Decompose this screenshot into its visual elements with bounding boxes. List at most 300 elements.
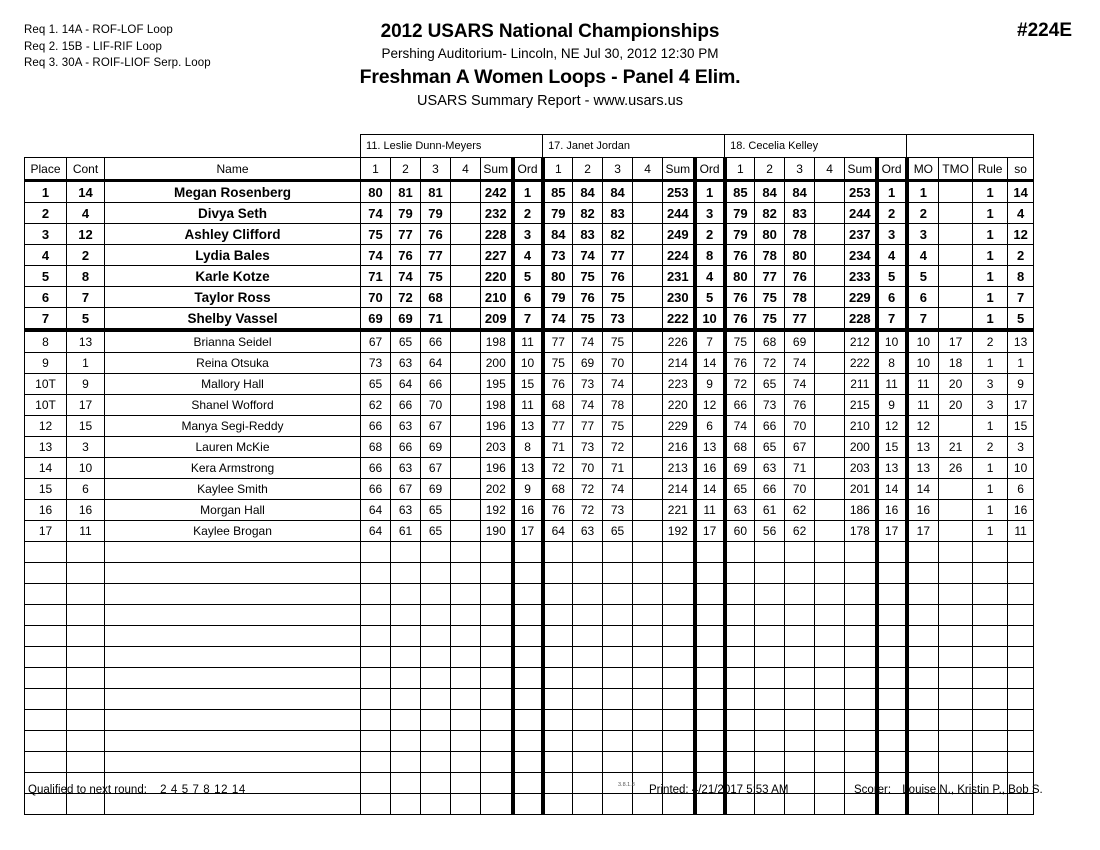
cell-empty [25, 731, 67, 752]
cell-empty [973, 752, 1008, 773]
cell-empty [939, 584, 973, 605]
cell-j1-1: 65 [361, 374, 391, 395]
requirement-1: Req 1. 14A - ROF-LOF Loop [24, 24, 173, 36]
cell-j2-2: 69 [573, 353, 603, 374]
cell-empty [25, 710, 67, 731]
cell-j3-sum: 212 [845, 330, 877, 353]
cell-empty [845, 605, 877, 626]
cell-j3-ord: 14 [877, 479, 907, 500]
cell-empty [695, 689, 725, 710]
cell-j3-4 [815, 203, 845, 224]
cell-j2-4 [633, 245, 663, 266]
cell-empty [361, 731, 391, 752]
cell-empty [105, 605, 361, 626]
cell-name: Kaylee Brogan [105, 521, 361, 542]
cell-mo: 7 [907, 308, 939, 331]
cell-j2-3: 71 [603, 458, 633, 479]
cell-j3-1: 76 [725, 245, 755, 266]
cell-j1-ord: 13 [513, 416, 543, 437]
cell-j3-4 [815, 395, 845, 416]
cell-empty [663, 584, 695, 605]
cell-j3-sum: 215 [845, 395, 877, 416]
cell-j2-3: 74 [603, 479, 633, 500]
cell-empty [421, 647, 451, 668]
table-row-empty [25, 542, 1034, 563]
cell-j1-sum: 190 [481, 521, 513, 542]
qualified-footer [28, 784, 246, 796]
cell-j2-ord: 3 [695, 203, 725, 224]
cell-place: 14 [25, 458, 67, 479]
cell-rule: 2 [973, 330, 1008, 353]
cell-j1-sum: 242 [481, 181, 513, 203]
cell-empty [939, 563, 973, 584]
cell-j2-ord: 6 [695, 416, 725, 437]
cell-j3-sum: 200 [845, 437, 877, 458]
cell-empty [845, 668, 877, 689]
cell-j1-ord: 5 [513, 266, 543, 287]
cell-empty [973, 563, 1008, 584]
cell-j3-4 [815, 458, 845, 479]
cell-empty [25, 542, 67, 563]
cell-mo: 13 [907, 458, 939, 479]
cell-j1-3: 69 [421, 479, 451, 500]
cell-j1-2: 66 [391, 437, 421, 458]
header-j2-run1: 1 [543, 158, 573, 181]
cell-cont: 9 [67, 374, 105, 395]
cell-j1-2: 63 [391, 458, 421, 479]
cell-j1-sum: 220 [481, 266, 513, 287]
cell-j3-1: 74 [725, 416, 755, 437]
cell-mo: 10 [907, 330, 939, 353]
cell-j3-1: 69 [725, 458, 755, 479]
cell-j1-4 [451, 458, 481, 479]
cell-j3-2: 65 [755, 437, 785, 458]
cell-empty [481, 752, 513, 773]
cell-so: 4 [1008, 203, 1034, 224]
cell-mo: 2 [907, 203, 939, 224]
cell-empty [755, 647, 785, 668]
cell-j1-ord: 8 [513, 437, 543, 458]
cell-cont: 5 [67, 308, 105, 331]
cell-j1-ord: 3 [513, 224, 543, 245]
cell-tmo [939, 287, 973, 308]
cell-j1-sum: 198 [481, 395, 513, 416]
cell-place: 3 [25, 224, 67, 245]
cell-empty [845, 710, 877, 731]
cell-j3-3: 83 [785, 203, 815, 224]
cell-j1-1: 75 [361, 224, 391, 245]
cell-j3-1: 60 [725, 521, 755, 542]
cell-j3-4 [815, 437, 845, 458]
cell-j3-1: 65 [725, 479, 755, 500]
header-place: Place [25, 158, 67, 181]
table-row [25, 458, 1034, 479]
cell-empty [939, 605, 973, 626]
cell-so: 10 [1008, 458, 1034, 479]
cell-place: 16 [25, 500, 67, 521]
cell-j3-4 [815, 500, 845, 521]
cell-j3-sum: 228 [845, 308, 877, 331]
cell-empty [513, 689, 543, 710]
cell-empty [603, 584, 633, 605]
cell-tmo [939, 266, 973, 287]
cell-j3-1: 80 [725, 266, 755, 287]
cell-j1-2: 64 [391, 374, 421, 395]
qualified-list: 2 4 5 7 8 12 14 [160, 784, 246, 796]
cell-j2-sum: 192 [663, 521, 695, 542]
cell-j3-ord: 6 [877, 287, 907, 308]
scorer-names: Louise N., Kristin P., Bob S. [902, 784, 1043, 796]
cell-empty [633, 584, 663, 605]
cell-empty [67, 563, 105, 584]
cell-j2-sum: 220 [663, 395, 695, 416]
cell-j3-1: 79 [725, 203, 755, 224]
cell-mo: 1 [907, 181, 939, 203]
cell-empty [1008, 689, 1034, 710]
cell-j1-4 [451, 521, 481, 542]
cell-j3-4 [815, 266, 845, 287]
cell-tmo [939, 224, 973, 245]
cell-so: 5 [1008, 308, 1034, 331]
cell-j1-1: 70 [361, 287, 391, 308]
event-number: #224E [1017, 20, 1072, 41]
cell-empty [1008, 668, 1034, 689]
cell-j1-3: 66 [421, 374, 451, 395]
cell-j2-2: 74 [573, 245, 603, 266]
cell-rule: 1 [973, 500, 1008, 521]
cell-j2-3: 72 [603, 437, 633, 458]
cell-j2-1: 73 [543, 245, 573, 266]
cell-empty [815, 542, 845, 563]
cell-j1-4 [451, 245, 481, 266]
cell-j1-2: 66 [391, 395, 421, 416]
cell-rule: 1 [973, 353, 1008, 374]
cell-empty [451, 563, 481, 584]
cell-j1-3: 79 [421, 203, 451, 224]
cell-j3-3: 69 [785, 330, 815, 353]
cell-j3-sum: 203 [845, 458, 877, 479]
cell-j3-2: 84 [755, 181, 785, 203]
table-row [25, 500, 1034, 521]
cell-empty [513, 626, 543, 647]
title-block [0, 20, 1100, 111]
cell-j3-3: 80 [785, 245, 815, 266]
cell-j2-3: 83 [603, 203, 633, 224]
cell-empty [573, 626, 603, 647]
cell-empty [513, 668, 543, 689]
cell-empty [361, 563, 391, 584]
cell-j3-sum: 234 [845, 245, 877, 266]
cell-j1-1: 64 [361, 521, 391, 542]
judge-header-row [25, 135, 1034, 158]
cell-j2-sum: 253 [663, 181, 695, 203]
cell-empty [1008, 626, 1034, 647]
cell-j1-sum: 210 [481, 287, 513, 308]
cell-j3-2: 61 [755, 500, 785, 521]
table-row [25, 308, 1034, 331]
cell-empty [573, 731, 603, 752]
cell-name: Shelby Vassel [105, 308, 361, 331]
cell-empty [67, 710, 105, 731]
cell-empty [25, 752, 67, 773]
cell-j3-2: 82 [755, 203, 785, 224]
cell-empty [907, 710, 939, 731]
cell-j3-sum: 229 [845, 287, 877, 308]
cell-empty [603, 626, 633, 647]
cell-j1-3: 75 [421, 266, 451, 287]
cell-empty [481, 542, 513, 563]
cell-empty [105, 563, 361, 584]
cell-empty [663, 668, 695, 689]
cell-empty [573, 710, 603, 731]
cell-empty [815, 626, 845, 647]
cell-mo: 11 [907, 374, 939, 395]
cell-j1-sum: 198 [481, 330, 513, 353]
cell-so: 6 [1008, 479, 1034, 500]
cell-empty [633, 668, 663, 689]
cell-j1-ord: 16 [513, 500, 543, 521]
cell-empty [451, 731, 481, 752]
cell-empty [105, 626, 361, 647]
table-row [25, 224, 1034, 245]
table-row [25, 245, 1034, 266]
cell-empty [695, 626, 725, 647]
cell-j3-1: 63 [725, 500, 755, 521]
cell-empty [451, 689, 481, 710]
cell-j2-3: 70 [603, 353, 633, 374]
cell-j2-ord: 14 [695, 353, 725, 374]
cell-empty [105, 542, 361, 563]
qualified-label: Qualified to next round: [28, 784, 147, 796]
cell-empty [361, 626, 391, 647]
cell-mo: 6 [907, 287, 939, 308]
cell-place: 17 [25, 521, 67, 542]
cell-cont: 10 [67, 458, 105, 479]
cell-cont: 7 [67, 287, 105, 308]
cell-j3-ord: 2 [877, 203, 907, 224]
cell-empty [421, 542, 451, 563]
cell-empty [391, 752, 421, 773]
cell-empty [725, 710, 755, 731]
cell-empty [845, 626, 877, 647]
cell-j2-ord: 11 [695, 500, 725, 521]
cell-empty [1008, 752, 1034, 773]
cell-so: 7 [1008, 287, 1034, 308]
cell-j2-1: 68 [543, 479, 573, 500]
cell-j3-sum: 211 [845, 374, 877, 395]
cell-mo: 17 [907, 521, 939, 542]
cell-empty [391, 731, 421, 752]
header-j3-run3: 3 [785, 158, 815, 181]
cell-j1-3: 71 [421, 308, 451, 331]
cell-empty [361, 647, 391, 668]
table-row-empty [25, 668, 1034, 689]
cell-j2-4 [633, 500, 663, 521]
cell-empty [391, 647, 421, 668]
cell-empty [755, 542, 785, 563]
cell-j1-1: 74 [361, 245, 391, 266]
score-sheet [24, 134, 1032, 815]
cell-empty [573, 647, 603, 668]
cell-j2-1: 77 [543, 416, 573, 437]
cell-empty [1008, 605, 1034, 626]
cell-empty [603, 647, 633, 668]
cell-j2-ord: 8 [695, 245, 725, 266]
cell-empty [785, 647, 815, 668]
cell-empty [907, 605, 939, 626]
cell-cont: 13 [67, 330, 105, 353]
cell-tmo: 18 [939, 353, 973, 374]
cell-empty [421, 710, 451, 731]
cell-empty [845, 584, 877, 605]
cell-place: 8 [25, 330, 67, 353]
cell-j3-1: 76 [725, 287, 755, 308]
table-row [25, 266, 1034, 287]
cell-empty [725, 752, 755, 773]
cell-j3-2: 78 [755, 245, 785, 266]
cell-empty [105, 647, 361, 668]
cell-j3-1: 76 [725, 308, 755, 331]
cell-empty [907, 689, 939, 710]
cell-j3-sum: 178 [845, 521, 877, 542]
cell-so: 11 [1008, 521, 1034, 542]
cell-j2-1: 74 [543, 308, 573, 331]
table-row-empty [25, 710, 1034, 731]
cell-empty [725, 689, 755, 710]
cell-empty [939, 542, 973, 563]
cell-empty [513, 563, 543, 584]
cell-j2-2: 74 [573, 330, 603, 353]
cell-j1-3: 65 [421, 500, 451, 521]
cell-j2-2: 72 [573, 500, 603, 521]
cell-j3-ord: 9 [877, 395, 907, 416]
cell-name: Kera Armstrong [105, 458, 361, 479]
scorer-label: Scorer: [854, 784, 892, 796]
cell-empty [755, 584, 785, 605]
table-row-empty [25, 605, 1034, 626]
cell-j1-1: 62 [361, 395, 391, 416]
cell-empty [725, 542, 755, 563]
cell-mo: 11 [907, 395, 939, 416]
header-j1-run1: 1 [361, 158, 391, 181]
header-j3-run2: 2 [755, 158, 785, 181]
cell-j1-3: 81 [421, 181, 451, 203]
cell-empty [25, 668, 67, 689]
cell-j2-1: 76 [543, 374, 573, 395]
judge-row-spacer [25, 135, 361, 158]
cell-rule: 1 [973, 479, 1008, 500]
cell-j1-4 [451, 330, 481, 353]
cell-empty [391, 626, 421, 647]
cell-j1-1: 64 [361, 500, 391, 521]
cell-empty [725, 584, 755, 605]
cell-empty [67, 752, 105, 773]
cell-empty [755, 605, 785, 626]
cell-place: 5 [25, 266, 67, 287]
report-subtitle: USARS Summary Report - www.usars.us [417, 93, 683, 109]
table-row [25, 287, 1034, 308]
cell-j1-2: 63 [391, 416, 421, 437]
cell-j1-1: 74 [361, 203, 391, 224]
cell-j3-4 [815, 521, 845, 542]
cell-place: 4 [25, 245, 67, 266]
cell-j1-2: 61 [391, 521, 421, 542]
cell-j3-2: 80 [755, 224, 785, 245]
cell-j3-sum: 222 [845, 353, 877, 374]
cell-j3-2: 75 [755, 287, 785, 308]
cell-empty [815, 563, 845, 584]
cell-j3-2: 72 [755, 353, 785, 374]
table-row-empty [25, 563, 1034, 584]
cell-empty [481, 668, 513, 689]
header-j2-run4: 4 [633, 158, 663, 181]
cell-empty [603, 668, 633, 689]
cell-j3-4 [815, 330, 845, 353]
cell-empty [513, 731, 543, 752]
cell-name: Reina Otsuka [105, 353, 361, 374]
cell-j3-ord: 15 [877, 437, 907, 458]
cell-j2-1: 68 [543, 395, 573, 416]
header-j2-sum: Sum [663, 158, 695, 181]
cell-j3-1: 72 [725, 374, 755, 395]
cell-empty [695, 563, 725, 584]
cell-empty [785, 584, 815, 605]
cell-j3-3: 84 [785, 181, 815, 203]
cell-empty [391, 668, 421, 689]
cell-empty [633, 710, 663, 731]
header-j1-run4: 4 [451, 158, 481, 181]
cell-mo: 16 [907, 500, 939, 521]
cell-empty [25, 626, 67, 647]
cell-empty [663, 731, 695, 752]
cell-empty [907, 563, 939, 584]
cell-empty [1008, 710, 1034, 731]
cell-empty [25, 605, 67, 626]
cell-j3-2: 77 [755, 266, 785, 287]
cell-place: 12 [25, 416, 67, 437]
cell-j3-2: 73 [755, 395, 785, 416]
cell-empty [755, 689, 785, 710]
cell-empty [877, 710, 907, 731]
cell-empty [421, 668, 451, 689]
cell-empty [105, 668, 361, 689]
cell-j3-3: 71 [785, 458, 815, 479]
table-row [25, 437, 1034, 458]
cell-empty [939, 647, 973, 668]
cell-cont: 12 [67, 224, 105, 245]
table-row [25, 374, 1034, 395]
table-row [25, 479, 1034, 500]
cell-rule: 1 [973, 245, 1008, 266]
cell-empty [907, 626, 939, 647]
header-j3-run4: 4 [815, 158, 845, 181]
cell-j3-4 [815, 308, 845, 331]
cell-empty [391, 563, 421, 584]
cell-empty [785, 563, 815, 584]
cell-empty [845, 542, 877, 563]
cell-empty [603, 752, 633, 773]
cell-j2-ord: 1 [695, 181, 725, 203]
cell-rule: 1 [973, 266, 1008, 287]
cell-empty [785, 752, 815, 773]
cell-j3-ord: 8 [877, 353, 907, 374]
cell-j1-4 [451, 308, 481, 331]
cell-empty [785, 689, 815, 710]
cell-empty [973, 626, 1008, 647]
cell-place: 10T [25, 395, 67, 416]
cell-rule: 1 [973, 416, 1008, 437]
cell-empty [755, 710, 785, 731]
